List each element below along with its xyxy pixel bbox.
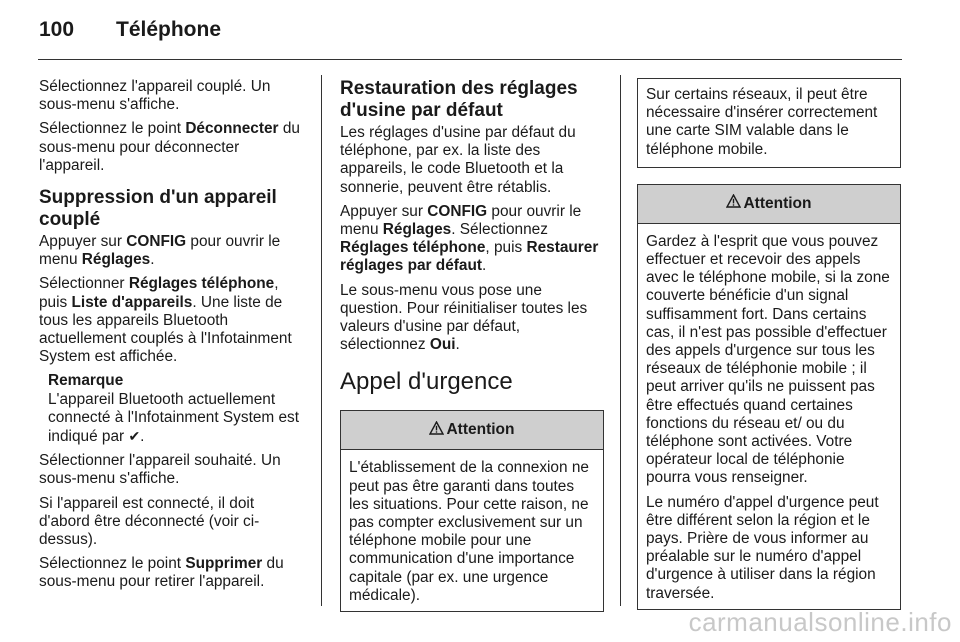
- warning-icon: [726, 194, 741, 213]
- paragraph: Si l'appareil est connecté, il doit d'abord être déconnecté (voir ci-dessus).: [39, 494, 260, 549]
- paragraph: [39, 120, 307, 175]
- text: , puis: [39, 275, 279, 311]
- paragraph: Gardez à l'esprit que vous pouvez effectuer et recevoir des appels avec le téléphone mobile, si la zone couverte bénéficie d'un signal suffisamment fort. Dans certains cas, il n'est pas possible d'effectuer des appels d'urgence sur tous les réseaux de téléphonie mobile ; il peut arriver qu'ils ne puissent pas être effectués quand certaines fonctions du réseau et/ ou du téléphone sont activées. Votre opérateur local de téléphonie pourra vous renseigner.: [646, 232, 890, 487]
- text: .: [481, 257, 487, 275]
- text: du sous-menu pour retirer l'appareil.: [39, 555, 284, 591]
- menu-term: Réglages: [382, 221, 452, 239]
- paragraph: [39, 275, 307, 366]
- paragraph: [340, 203, 604, 276]
- chapter-title: Téléphone: [116, 18, 222, 41]
- text: Appuyer sur: [340, 202, 428, 220]
- text: , puis: [485, 239, 527, 257]
- page-header: [39, 18, 221, 48]
- remark-title: Remarque: [48, 372, 124, 390]
- attention-box: [340, 410, 604, 612]
- paragraph: Sélectionnez l'appareil couplé. Un sous-menu s'affiche.: [39, 78, 271, 114]
- column-2: [340, 78, 604, 620]
- paragraph: Le numéro d'appel d'urgence peut être différent selon la région et le pays. Prière de vous informer au préalable sur le numéro d'appel d'urgence à utiliser dans la région traversée.: [646, 493, 879, 602]
- text: .: [455, 336, 460, 354]
- section-heading-restore-defaults: Restauration des réglages d'usine par défaut: [340, 78, 578, 121]
- paragraph: Sélectionner l'appareil souhaité. Un sous-menu s'affiche.: [39, 452, 281, 488]
- paragraph: Les réglages d'usine par défaut du téléphone, par ex. la liste des appareils, le code Bluetooth et la sonnerie, peuvent être rétablis.: [340, 124, 576, 196]
- menu-term: Réglages: [81, 251, 151, 269]
- column-divider-2: [620, 75, 621, 606]
- attention-header: [341, 411, 603, 450]
- text: pour ouvrir le menu: [39, 233, 281, 269]
- menu-term: Restaurer réglages par défaut: [340, 239, 599, 275]
- attention-body: [638, 224, 900, 609]
- button-term: CONFIG: [427, 202, 488, 220]
- section-heading-emergency-call: Appel d'urgence: [340, 368, 513, 396]
- attention-label: Attention: [743, 194, 812, 212]
- text: . Une liste de tous les appareils Bluetooth actuellement couplés à l'Infotainment System est affichée.: [39, 293, 292, 366]
- paragraph: [39, 233, 307, 269]
- header-divider: [38, 59, 902, 60]
- text: Le sous-menu vous pose une question. Pour réinitialiser toutes les valeurs d'usine par défaut, sélectionnez: [340, 281, 588, 354]
- text: . Sélectionnez: [451, 221, 548, 239]
- remark-text: [48, 391, 307, 447]
- attention-box: [637, 184, 901, 610]
- checkmark-icon: ✔: [128, 428, 141, 445]
- text: Sélectionnez le point: [39, 120, 186, 138]
- page-number: 100: [39, 18, 75, 41]
- menu-term: Déconnecter: [185, 120, 279, 138]
- menu-term: Oui: [429, 336, 456, 354]
- attention-header: [638, 185, 900, 224]
- text: du sous-menu pour déconnecter l'appareil.: [39, 120, 300, 174]
- info-text: Sur certains réseaux, il peut être nécessaire d'insérer correctement une carte SIM valable dans le téléphone mobile.: [646, 86, 878, 158]
- text: L'appareil Bluetooth actuellement connecté à l'Infotainment System est indiqué par: [48, 390, 300, 446]
- paragraph: [39, 555, 307, 591]
- column-1: [39, 78, 307, 598]
- text: Sélectionner: [39, 275, 129, 293]
- remark-block: [39, 372, 307, 446]
- menu-term: Réglages téléphone: [128, 275, 275, 293]
- watermark: carmanualsonline.info: [688, 607, 952, 637]
- info-box: [637, 78, 901, 168]
- column-divider-1: [321, 75, 322, 606]
- text: pour ouvrir le menu: [340, 202, 582, 239]
- attention-body: [341, 450, 603, 611]
- paragraph: L'établissement de la connexion ne peut pas être garanti dans toutes les situations. Pour cette raison, ne pas compter exclusivement sur un téléphone mobile pour une communication d'une importance capitale (par ex. une urgence médicale).: [349, 459, 589, 604]
- menu-term: Réglages téléphone: [340, 239, 486, 257]
- text: Appuyer sur: [39, 233, 127, 251]
- column-3: [637, 78, 901, 618]
- menu-term: Supprimer: [185, 555, 263, 573]
- warning-icon: [429, 421, 444, 440]
- section-heading-delete-device: Suppression d'un appareil couplé: [39, 187, 277, 231]
- menu-term: Liste d'appareils: [71, 293, 193, 311]
- button-term: CONFIG: [126, 233, 187, 251]
- attention-label: Attention: [446, 421, 515, 439]
- text: .: [140, 428, 145, 446]
- text: .: [150, 251, 155, 269]
- paragraph: [340, 282, 604, 355]
- text: Sélectionnez le point: [39, 555, 186, 573]
